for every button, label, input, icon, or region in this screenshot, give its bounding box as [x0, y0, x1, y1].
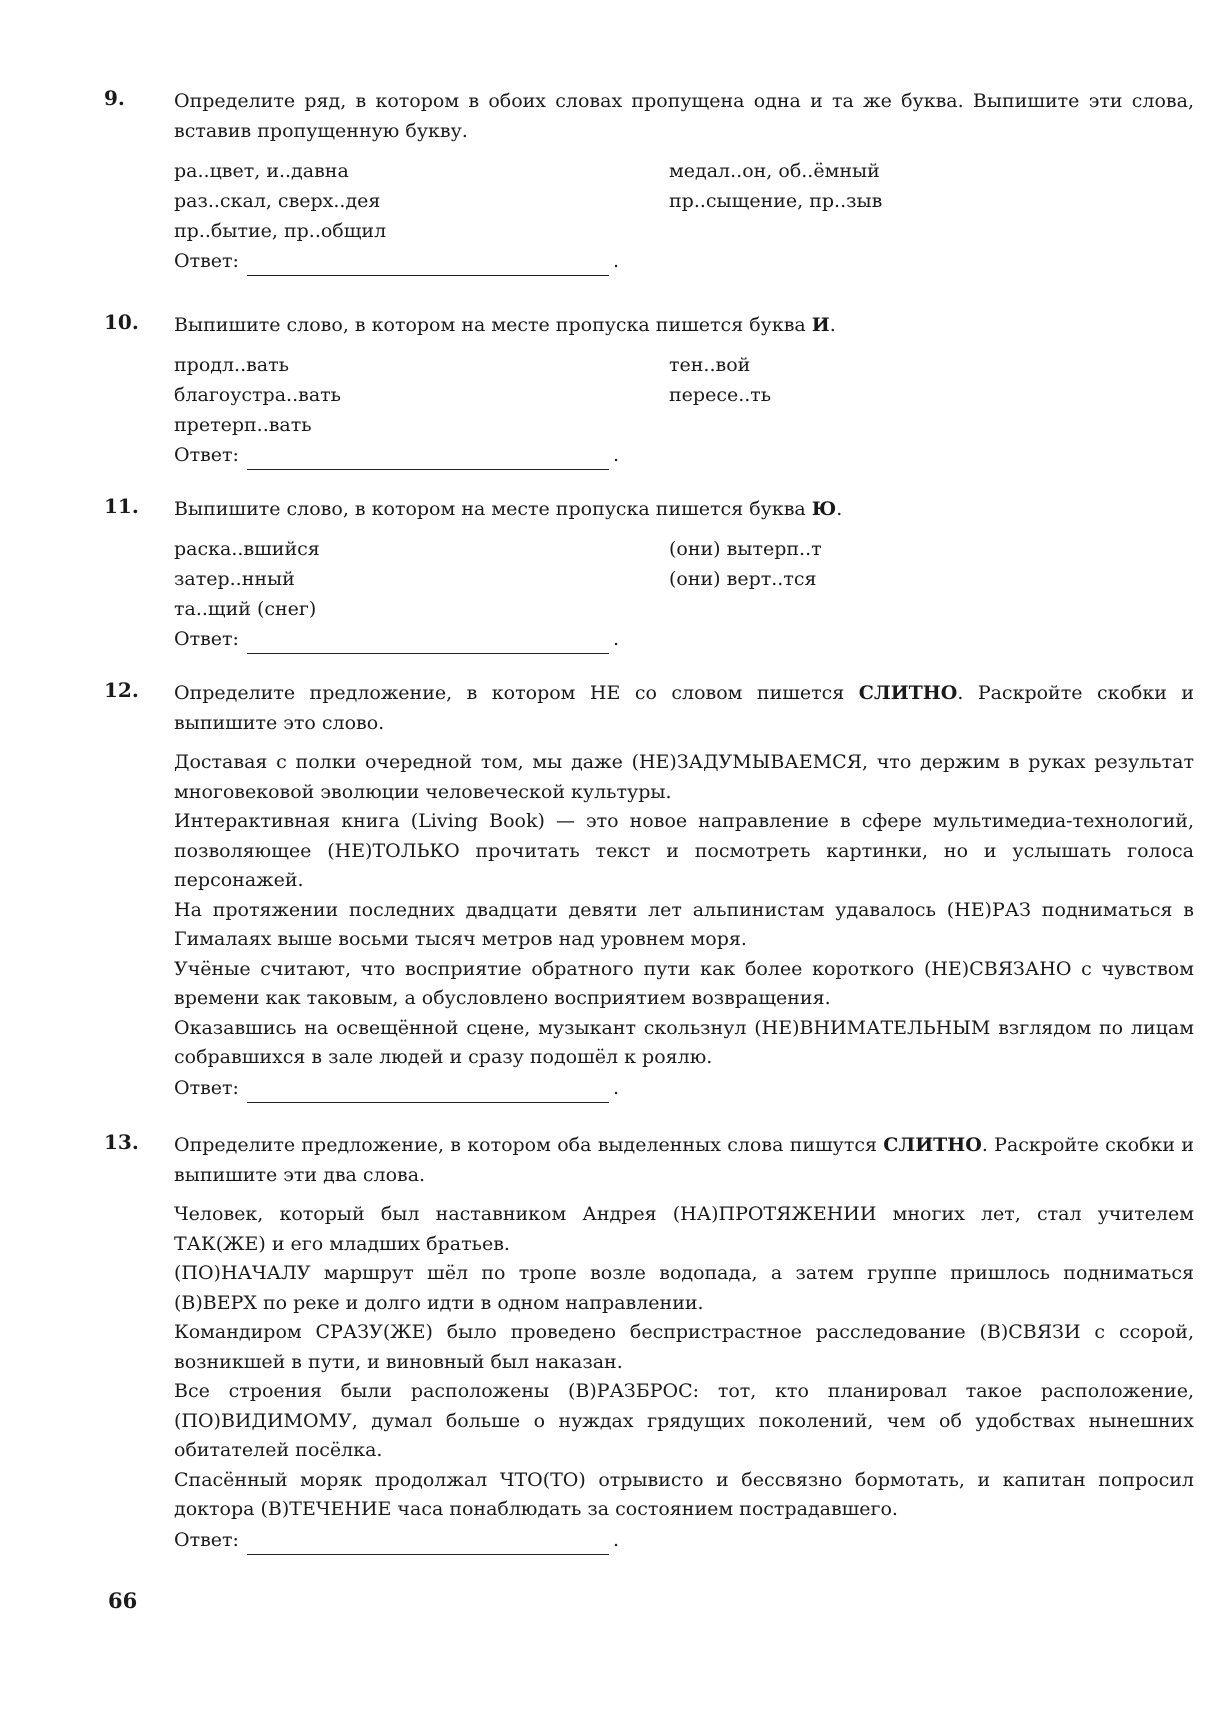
- answer-label: Ответ:: [174, 1528, 239, 1551]
- options-left: [174, 156, 386, 246]
- answer-blank[interactable]: [247, 1532, 609, 1555]
- option: пр..сыщение, пр..зыв: [669, 190, 883, 212]
- options: [174, 350, 1194, 440]
- prompt-text-end: . Раскройте скобки и выпишите эти два слова.: [174, 1134, 1194, 1186]
- option: затер..нный: [174, 568, 295, 590]
- sentences: [174, 1200, 1194, 1525]
- option: благоустра..вать: [174, 384, 342, 406]
- answer-blank[interactable]: [247, 447, 609, 470]
- answer-label: Ответ:: [174, 444, 239, 466]
- option: претерп..вать: [174, 414, 312, 436]
- options-right: [669, 534, 822, 594]
- options-left: [174, 350, 341, 440]
- answer-end: .: [612, 250, 619, 272]
- sentence: Командиром СРАЗУ(ЖЕ) было проведено беспристрастное расследование (В)СВЯЗИ с ссорой, возникшей в пути, и виновный был наказан.: [174, 1321, 1194, 1373]
- sentence: Интерактивная книга (Living Book) — это новое направление в сфере мультимедиа-технологий, позволяющее (НЕ)ТОЛЬКО прочитать текст и посмотреть картинки, но и услышать голоса персонажей.: [174, 810, 1194, 891]
- option: пр..бытие, пр..общил: [174, 220, 387, 242]
- answer-blank[interactable]: [247, 631, 609, 654]
- task-number: 13.: [104, 1130, 139, 1154]
- options-right: [669, 350, 771, 410]
- task-number: 9.: [104, 86, 125, 110]
- option: раз..скал, сверх..дея: [174, 190, 381, 212]
- option: ра..цвет, и..давна: [174, 160, 349, 182]
- prompt-bold: СЛИТНО: [858, 682, 958, 704]
- task-11: [104, 494, 1194, 654]
- answer-line: [174, 440, 1194, 470]
- prompt-text: Определите предложение, в котором НЕ со словом пишется: [174, 682, 845, 704]
- answer-blank[interactable]: [247, 253, 609, 276]
- option: продл..вать: [174, 354, 289, 376]
- prompt-letter: Ю: [811, 498, 837, 520]
- answer-label: Ответ:: [174, 628, 239, 650]
- task-prompt: Определите ряд, в котором в обоих словах пропущена одна и та же буква. Выпишите эти слова, вставив пропущенную букву.: [174, 90, 1194, 142]
- option: (они) верт..тся: [669, 568, 817, 590]
- prompt-end: .: [829, 314, 836, 336]
- task-prompt: [174, 678, 1194, 738]
- prompt-letter: И: [811, 314, 830, 336]
- sentences: [174, 748, 1194, 1073]
- options: [174, 156, 1194, 246]
- option: (они) вытерп..т: [669, 538, 822, 560]
- sentence: (ПО)НАЧАЛУ маршрут шёл по тропе возле водопада, а затем группе пришлось подниматься (В)ВЕРХ по реке и долго идти в одном направлении.: [174, 1262, 1194, 1314]
- page-number: 66: [108, 1588, 138, 1613]
- prompt-bold: СЛИТНО: [883, 1134, 982, 1156]
- task-prompt: [174, 494, 1194, 524]
- prompt-text: Определите предложение, в котором оба выделенных слова пишутся: [174, 1134, 877, 1156]
- sentence: Все строения были расположены (В)РАЗБРОС: тот, кто планировал такое расположение, (ПО)ВИДИМОМУ, думал больше о нуждах грядущих поколений, чем об удобствах нынешних обитателей посёлка.: [174, 1380, 1194, 1461]
- answer-end: .: [612, 444, 619, 466]
- task-number: 10.: [104, 310, 139, 334]
- task-9: [104, 86, 1194, 276]
- sentence: На протяжении последних двадцати девяти лет альпинистам удавалось (НЕ)РАЗ подниматься в Гималаях выше восьми тысяч метров над уровнем моря.: [174, 898, 1194, 950]
- task-number: 11.: [104, 494, 139, 518]
- sentence: Спасённый моряк продолжал ЧТО(ТО) отрывисто и бессвязно бормотать, и капитан попросил доктора (В)ТЕЧЕНИЕ часа понаблюдать за состоянием пострадавшего.: [174, 1468, 1194, 1520]
- option: тен..вой: [669, 354, 751, 376]
- option: раска..вшийся: [174, 538, 320, 560]
- answer-blank[interactable]: [247, 1080, 609, 1103]
- task-12: [104, 678, 1194, 1103]
- sentence: Оказавшись на освещённой сцене, музыкант скользнул (НЕ)ВНИМАТЕЛЬНЫМ взглядом по лицам собравшихся в зале людей и сразу подошёл к роялю.: [174, 1016, 1194, 1068]
- answer-line: [174, 1073, 1194, 1103]
- sentence: Учёные считают, что восприятие обратного пути как более короткого (НЕ)СВЯЗАНО с чувством времени как таковым, а обусловлено восприятием возвращения.: [174, 957, 1194, 1009]
- answer-line: [174, 1525, 1194, 1555]
- task-prompt: [174, 1130, 1194, 1190]
- options-left: [174, 534, 320, 624]
- prompt-text: Выпишите слово, в котором на месте пропуска пишется буква: [174, 498, 806, 520]
- sentence: Человек, который был наставником Андрея (НА)ПРОТЯЖЕНИИ многих лет, стал учителем ТАК(ЖЕ) и его младших братьев.: [174, 1203, 1194, 1255]
- answer-end: .: [612, 1076, 619, 1099]
- prompt-text: Выпишите слово, в котором на месте пропуска пишется буква: [174, 314, 806, 336]
- options-right: [669, 156, 882, 216]
- option: медал..он, об..ёмный: [669, 160, 880, 182]
- task-10: [104, 310, 1194, 470]
- task-prompt: [174, 310, 1194, 340]
- sentence: Доставая с полки очередной том, мы даже (НЕ)ЗАДУМЫВАЕМСЯ, что держим в руках результат многовековой эволюции человеческой культуры.: [174, 751, 1194, 803]
- option: пересе..ть: [669, 384, 772, 406]
- answer-label: Ответ:: [174, 250, 239, 272]
- options: [174, 534, 1194, 624]
- answer-label: Ответ:: [174, 1076, 239, 1099]
- answer-end: .: [612, 628, 619, 650]
- answer-line: [174, 246, 1194, 276]
- prompt-end: .: [836, 498, 843, 520]
- option: та..щий (снег): [174, 598, 317, 620]
- prompt-text-end: . Раскройте скобки и выпишите это слово.: [174, 682, 1195, 734]
- answer-line: [174, 624, 1194, 654]
- task-13: [104, 1130, 1194, 1555]
- task-number: 12.: [104, 678, 139, 702]
- answer-end: .: [612, 1528, 619, 1551]
